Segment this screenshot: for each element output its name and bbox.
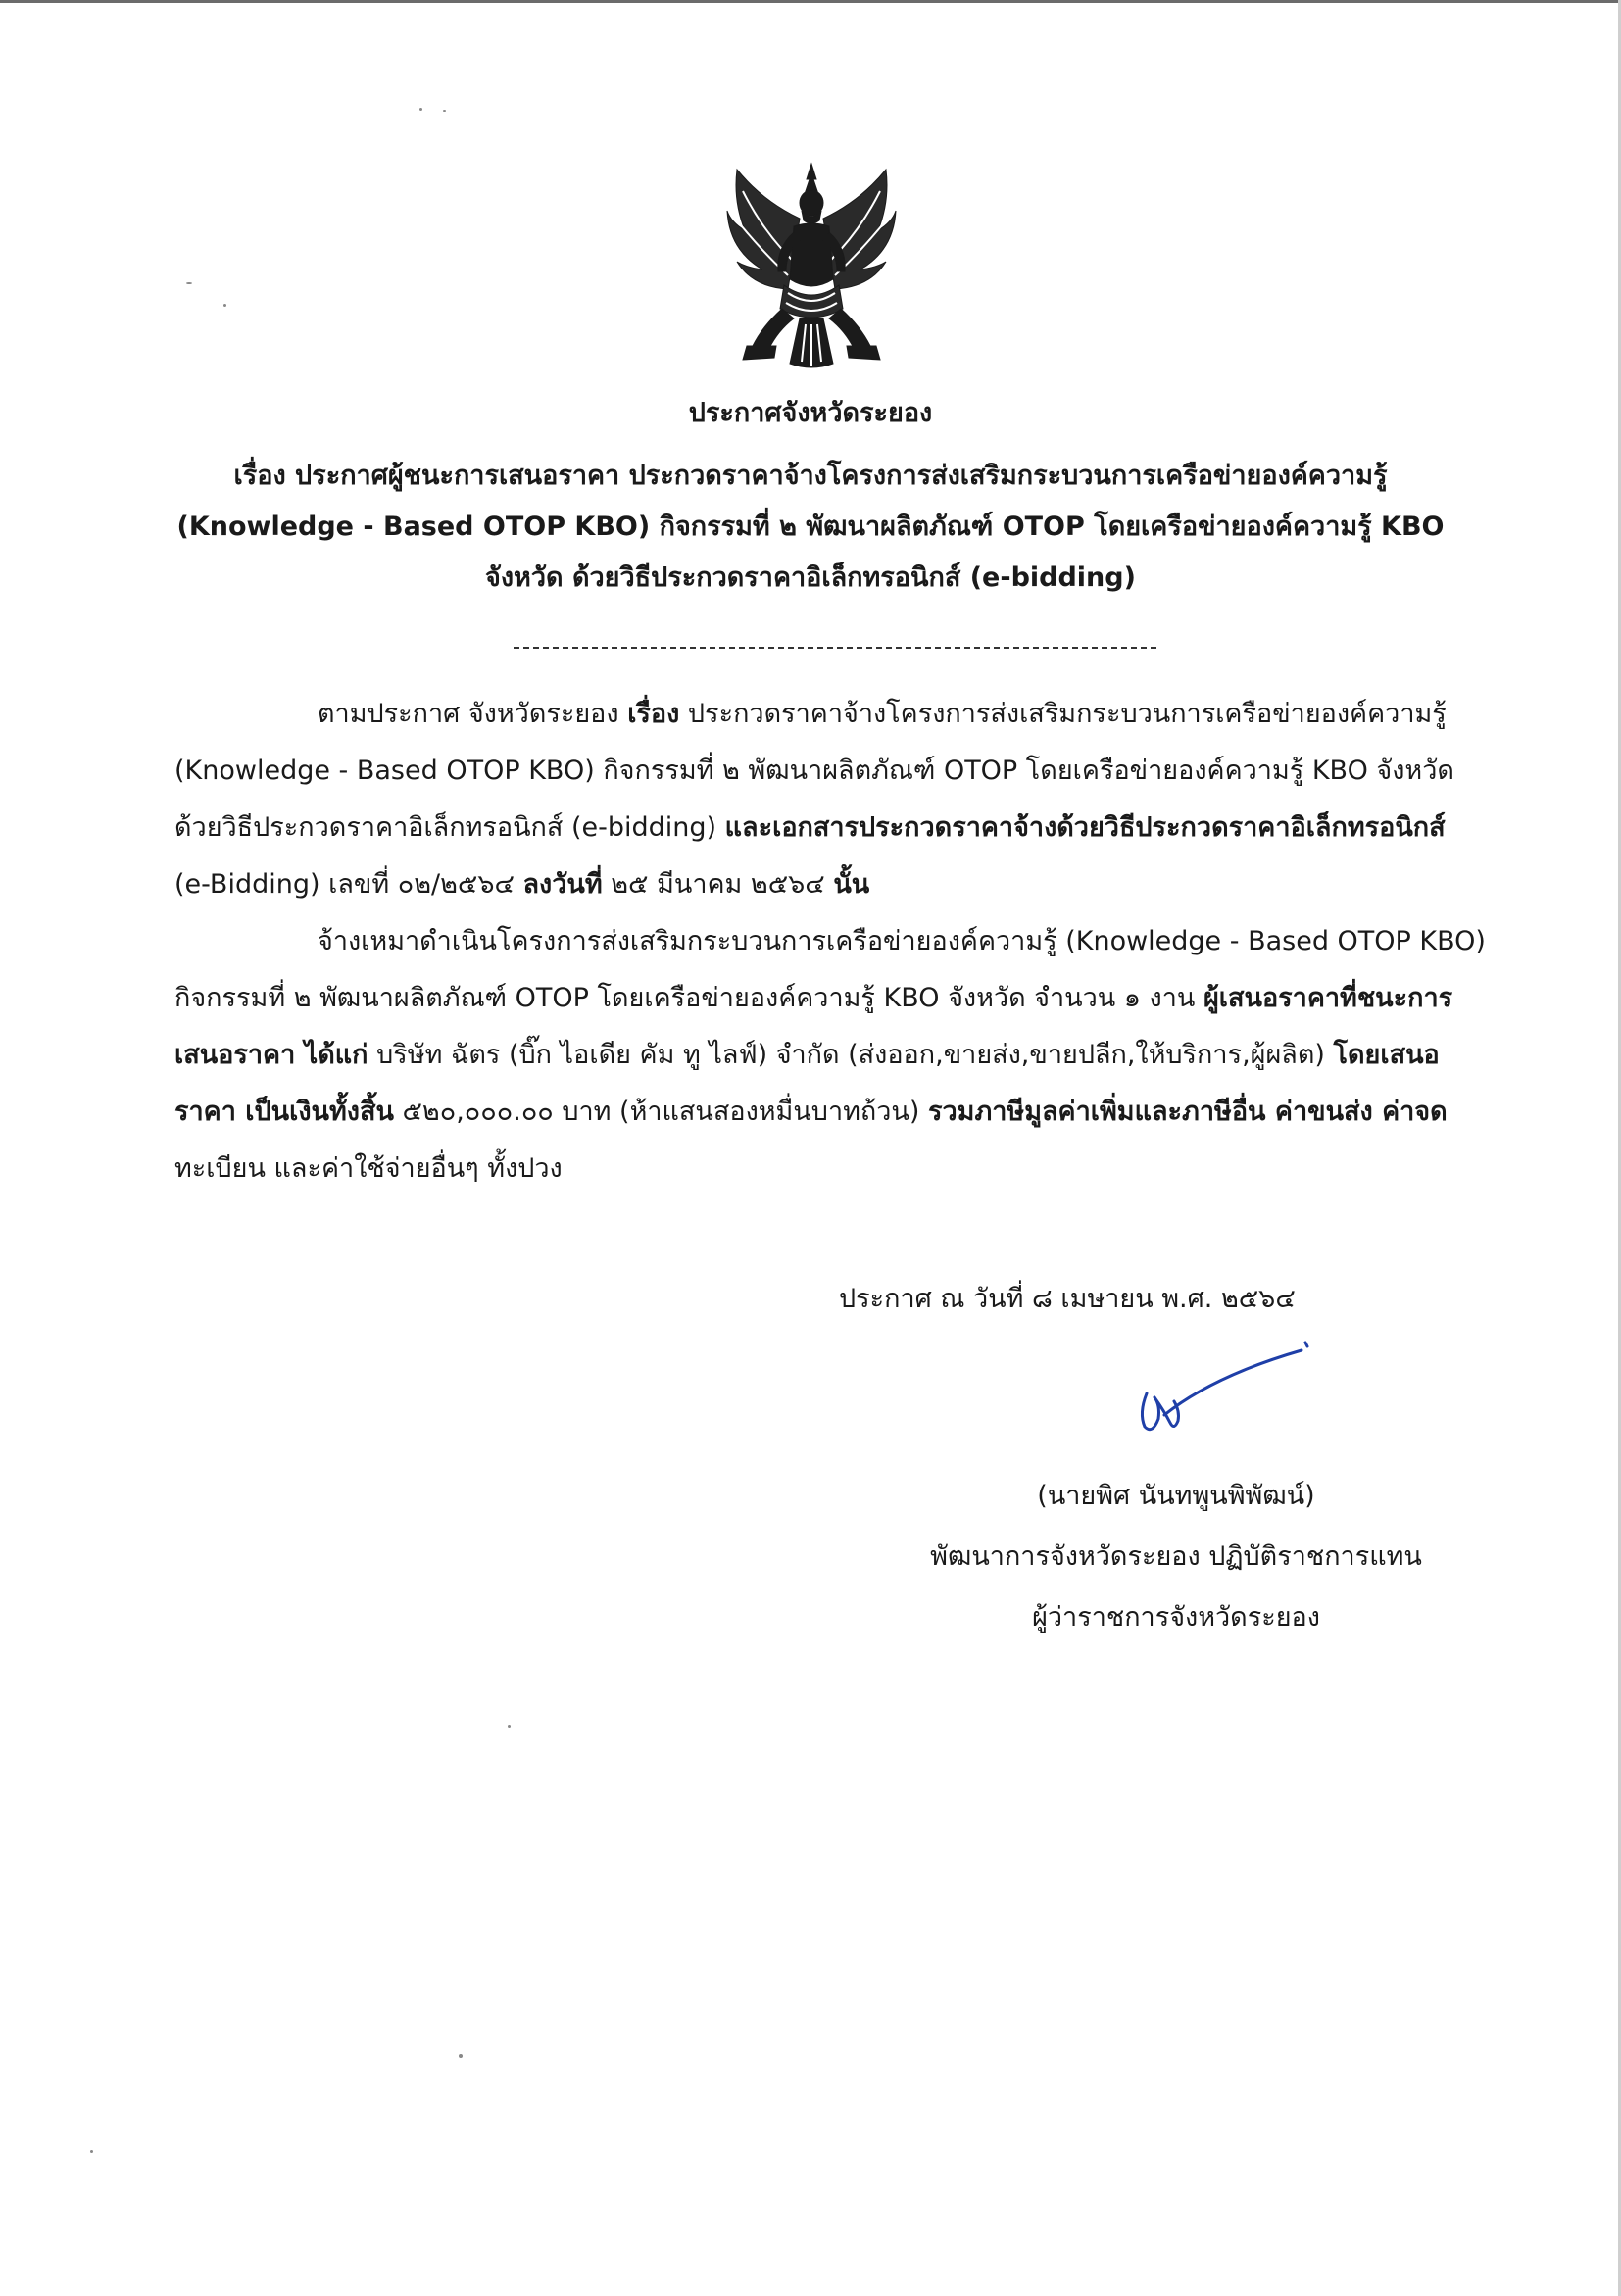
paragraph-award xyxy=(174,913,1486,1197)
dashed-divider xyxy=(514,647,1156,649)
subject-text-1: ประกาศผู้ชนะการเสนอราคา ประกวดราคาจ้างโครงการส่งเสริมกระบวนการเครือข่ายองค์ความรู้ xyxy=(295,461,1388,491)
scan-speck xyxy=(508,1725,511,1728)
p1-line-3-lead: ด้วยวิธีประกวดราคาอิเล็กทรอนิกส์ (e-bidding) xyxy=(174,812,717,843)
winner-company: บริษัท ฉัตร (บิ๊ก ไอเดีย คัม ทู ไลฟ์) จำกัด (ส่งออก,ขายส่ง,ขายปลีก,ให้บริการ,ผู้ผลิต) xyxy=(376,1040,1325,1070)
paragraph-reference xyxy=(174,686,1486,913)
subject-line-1 xyxy=(176,451,1445,502)
subject-line-2: (Knowledge - Based OTOP KBO) กิจกรรมที่ ๒ พัฒนาผลิตภัณฑ์ OTOP โดยเครือข่ายองค์ความรู้ KBO xyxy=(176,512,1445,542)
scan-speck xyxy=(223,304,226,307)
p2-line-2-bold: ผู้เสนอราคาที่ชนะการ xyxy=(1203,983,1453,1013)
p2-line-2-lead: กิจกรรมที่ ๒ พัฒนาผลิตภัณฑ์ OTOP โดยเครือข่ายองค์ความรู้ KBO จังหวัด จำนวน ๑ งาน xyxy=(174,983,1196,1013)
p2-line-3 xyxy=(174,1027,1486,1084)
award-amount: ๕๒๐,๐๐๐.๐๐ บาท (ห้าแสนสองหมื่นบาทถ้วน) xyxy=(402,1097,920,1127)
signer-block xyxy=(882,1466,1470,1648)
p1-line-4-end: นั้น xyxy=(833,869,870,900)
p1-line-1-lead: ตามประกาศ จังหวัดระยอง xyxy=(318,699,619,729)
bid-document-date: ๒๕ มีนาคม ๒๕๖๔ xyxy=(611,869,825,900)
p2-line-4-rest: รวมภาษีมูลค่าเพิ่มและภาษีอื่น ค่าขนส่ง ค่าจด xyxy=(928,1097,1448,1127)
p2-line-1: จ้างเหมาดำเนินโครงการส่งเสริมกระบวนการเครือข่ายองค์ความรู้ (Knowledge - Based OTOP KBO) xyxy=(318,926,1486,956)
p2-line-4-bold: ราคา เป็นเงินทั้งสิ้น xyxy=(174,1097,394,1127)
p1-line-3 xyxy=(174,800,1486,856)
subject-label: เรื่อง xyxy=(233,461,286,491)
bid-document-number: ๐๒/๒๕๖๔ xyxy=(397,869,515,900)
p1-line-1-bold: เรื่อง xyxy=(627,699,680,729)
p1-line-1-rest: ประกวดราคาจ้างโครงการส่งเสริมกระบวนการเครือข่ายองค์ความรู้ xyxy=(687,699,1447,729)
handwritten-signature xyxy=(1125,1333,1321,1450)
p1-line-2: (Knowledge - Based OTOP KBO) กิจกรรมที่ ๒ พัฒนาผลิตภัณฑ์ OTOP โดยเครือข่ายองค์ความรู้ KBO จังหวัด xyxy=(174,756,1454,786)
scan-speck xyxy=(443,110,446,112)
scan-speck xyxy=(459,2054,463,2058)
signer-name: (นายพิศ นันทพูนพิพัฒน์) xyxy=(1037,1481,1315,1511)
subject-block xyxy=(176,451,1445,604)
p1-line-4-bold: ลงวันที่ xyxy=(522,869,603,900)
p2-line-5: ทะเบียน และค่าใช้จ่ายอื่นๆ ทั้งปวง xyxy=(174,1153,563,1184)
p2-line-2 xyxy=(174,970,1486,1027)
document-body xyxy=(174,686,1486,1197)
p1-line-3-bold: และเอกสารประกวดราคาจ้างด้วยวิธีประกวดราคาอิเล็กทรอนิกส์ xyxy=(724,812,1446,843)
p1-line-4-lead: (e-Bidding) เลขที่ xyxy=(174,869,390,900)
signer-on-behalf-of: ผู้ว่าราชการจังหวัดระยอง xyxy=(1032,1602,1320,1633)
p2-line-3-end: โดยเสนอ xyxy=(1333,1040,1440,1070)
scan-speck xyxy=(419,108,422,111)
garuda-emblem xyxy=(723,162,900,375)
signer-position: พัฒนาการจังหวัดระยอง ปฏิบัติราชการแทน xyxy=(930,1541,1422,1572)
scan-speck xyxy=(186,282,192,284)
scan-speck xyxy=(90,2150,93,2153)
p2-line-3-bold: เสนอราคา ได้แก่ xyxy=(174,1040,368,1070)
p2-line-4 xyxy=(174,1084,1486,1141)
p1-line-1 xyxy=(174,686,1486,743)
p1-line-4 xyxy=(174,856,1486,913)
announcement-date: ประกาศ ณ วันที่ ๘ เมษายน พ.ศ. ๒๕๖๔ xyxy=(839,1284,1296,1314)
subject-line-3: จังหวัด ด้วยวิธีประกวดราคาอิเล็กทรอนิกส์ (e-bidding) xyxy=(485,562,1136,593)
scan-top-edge xyxy=(0,0,1621,3)
document-title: ประกาศจังหวัดระยอง xyxy=(688,398,933,428)
